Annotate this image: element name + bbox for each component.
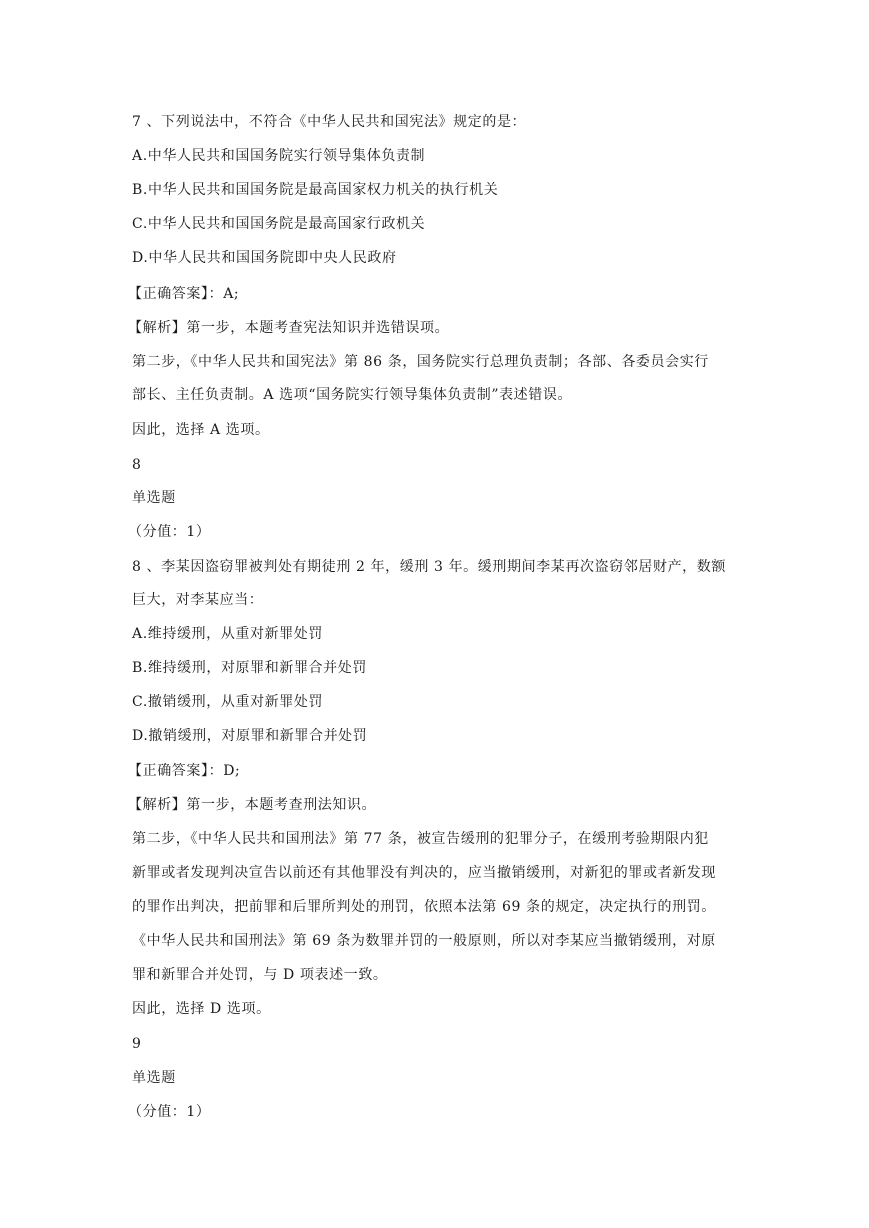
q7-analysis-step2-line2: 部长、主任负责制。A 选项“国务院实行领导集体负责制”表述错误。 [132, 387, 573, 403]
q8-answer: 【正确答案】：D; [128, 763, 241, 779]
q7-answer: 【正确答案】：A; [128, 286, 240, 302]
q8-option-b: B.维持缓刑，对原罪和新罪合并处罚 [132, 660, 367, 676]
q8-analysis-step2-line3: 的罪作出判决，把前罪和后罪所判处的刑罚，依照本法第 69 条的规定，决定执行的刑罚。 [132, 899, 716, 915]
q7-option-a: A.中华人民共和国国务院实行领导集体负责制 [132, 148, 426, 164]
q8-analysis-step2-line2: 新罪或者发现判决宣告以前还有其他罪没有判决的，应当撤销缓刑，对新犯的罪或者新发现 [132, 865, 716, 881]
q7-analysis-step2-line1: 第二步，《中华人民共和国宪法》第 86 条，国务院实行总理负责制；各部、各委员会实行 [132, 354, 709, 370]
q8-analysis-step2-line1: 第二步，《中华人民共和国刑法》第 77 条，被宣告缓刑的犯罪分子，在缓刑考验期限内犯 [132, 831, 709, 847]
q8-score: （分值：1） [128, 524, 211, 540]
q7-stem: 7 、下列说法中，不符合《中华人民共和国宪法》规定的是： [132, 114, 527, 130]
q7-conclusion: 因此，选择 A 选项。 [132, 422, 270, 438]
q7-option-d: D.中华人民共和国国务院即中央人民政府 [132, 250, 397, 266]
q8-option-d: D.撤销缓刑，对原罪和新罪合并处罚 [132, 728, 368, 744]
q8-analysis-step2-line5: 罪和新罪合并处罚，与 D 项表述一致。 [132, 967, 388, 983]
q8-analysis-step1: 【解析】第一步，本题考查刑法知识。 [128, 797, 377, 813]
q8-stem-line2: 巨大，对李某应当： [132, 592, 264, 608]
q8-stem-line1: 8 、李某因盗窃罪被判处有期徒刑 2 年，缓刑 3 年。缓刑期间李某再次盗窃邻居财产，数额 [132, 559, 726, 575]
q9-score: （分值：1） [128, 1104, 211, 1120]
q8-analysis-step2-line4: 《中华人民共和国刑法》第 69 条为数罪并罚的一般原则，所以对李某应当撤销缓刑，对原 [132, 933, 716, 949]
q8-option-a: A.维持缓刑，从重对新罪处罚 [132, 626, 323, 642]
q8-option-c: C.撤销缓刑，从重对新罪处罚 [132, 694, 324, 710]
q9-type: 单选题 [132, 1070, 176, 1086]
q7-analysis-step1: 【解析】第一步，本题考查宪法知识并选错误项。 [128, 320, 450, 336]
q8-type: 单选题 [132, 490, 176, 506]
q7-option-b: B.中华人民共和国国务院是最高国家权力机关的执行机关 [132, 182, 499, 198]
q9-number: 9 [132, 1036, 142, 1052]
q8-number: 8 [132, 457, 142, 473]
q8-conclusion: 因此，选择 D 选项。 [132, 1001, 271, 1017]
q7-option-c: C.中华人民共和国国务院是最高国家行政机关 [132, 216, 426, 232]
